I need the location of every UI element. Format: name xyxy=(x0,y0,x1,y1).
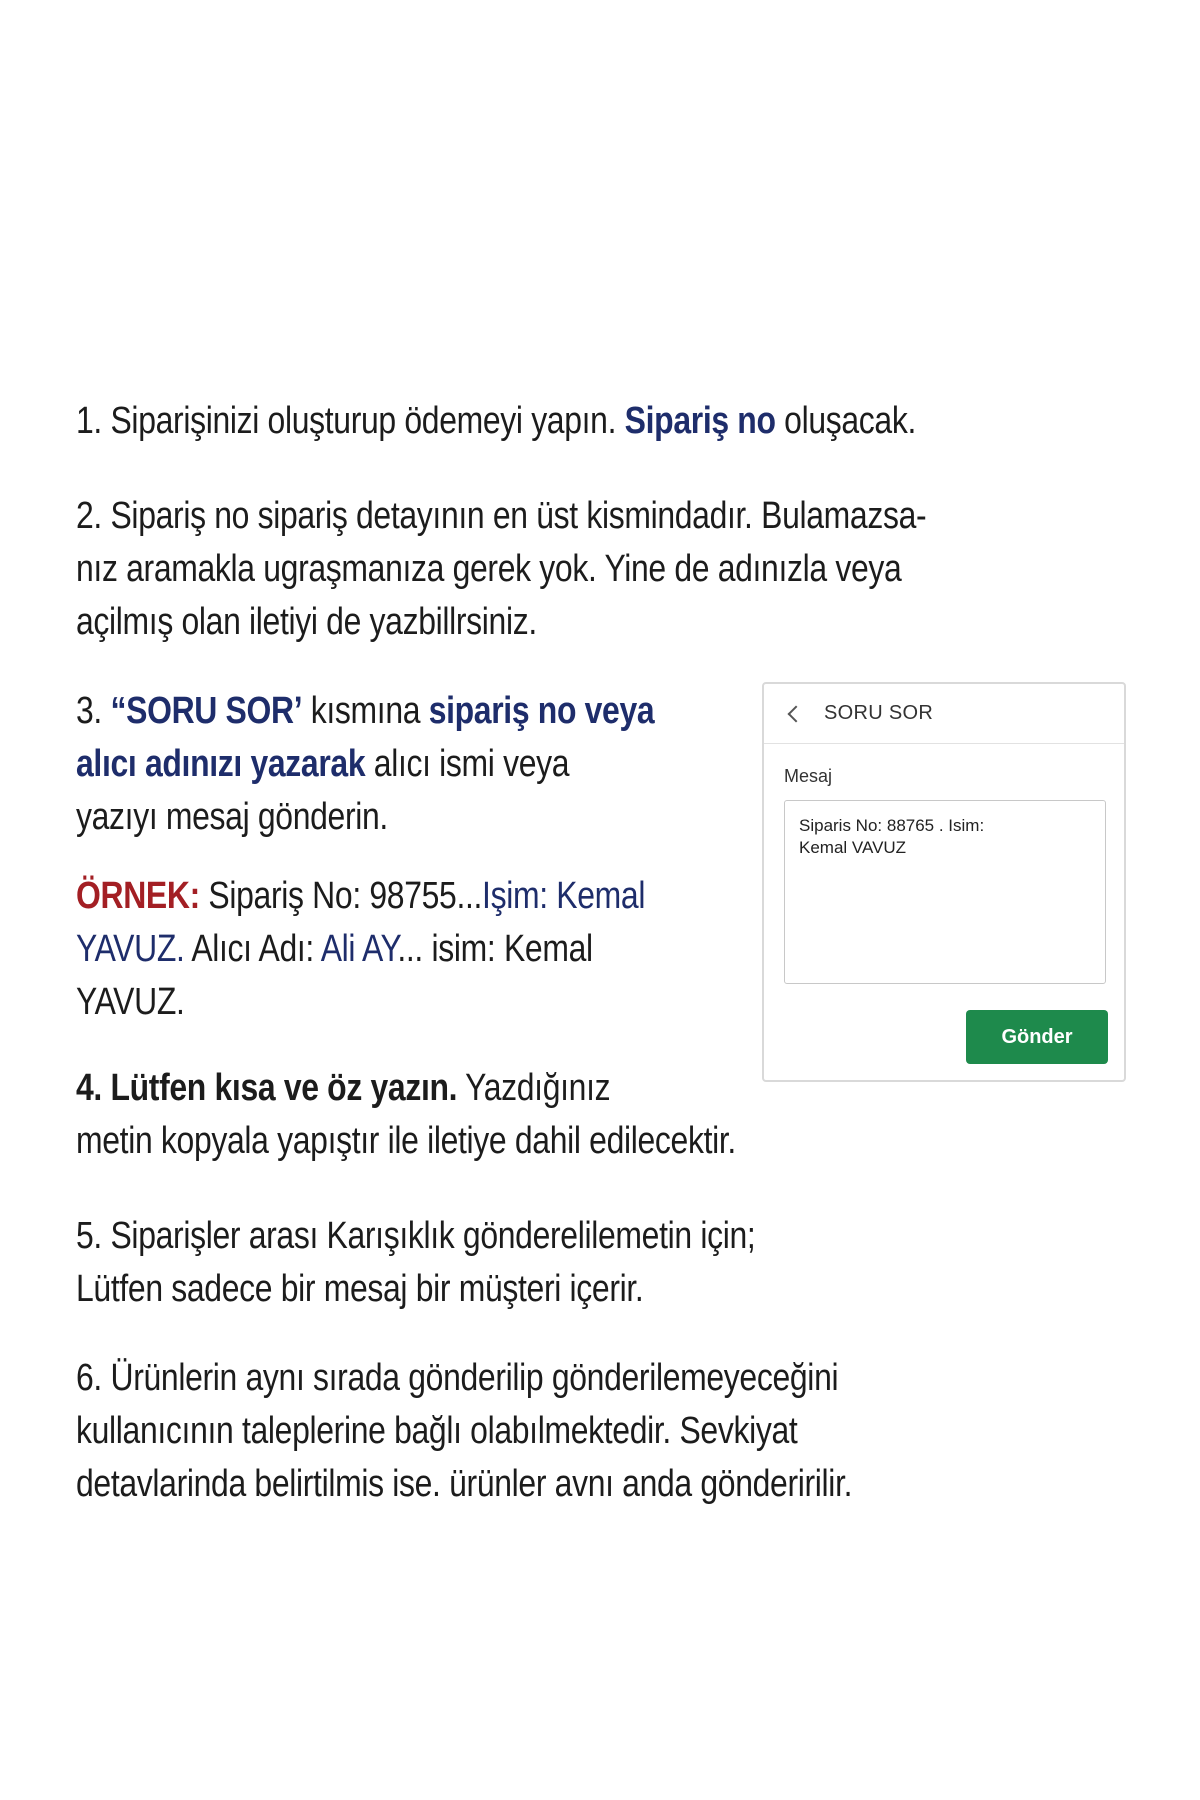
step-5-line-2: Lütfen sadece bir mesaj bir müşteri içerir. xyxy=(76,1268,644,1310)
step-4-line-2: metin kopyala yapıştır ile iletiye dahil edilecektir. xyxy=(76,1120,736,1162)
example-surname-1: YAVUZ. xyxy=(76,928,185,970)
widget-title: SORU SOR xyxy=(824,702,934,724)
step-3-text-2: alıcı ismi veya xyxy=(365,743,570,785)
step-4-bold: 4. Lütfen kısa ve öz yazın. xyxy=(76,1067,458,1109)
example-text-1: Sipariş No: 98755... xyxy=(199,875,483,917)
step-1-highlight: Sipariş no xyxy=(624,400,776,442)
send-button[interactable]: Gönder xyxy=(966,1010,1108,1064)
step-3-highlight-1: sipariş no veya xyxy=(428,690,655,732)
example-label: ÖRNEK: xyxy=(76,875,200,917)
step-2-line-2: nız aramakla ugraşmanıza gerek yok. Yine de adınızla veya xyxy=(76,548,902,590)
soru-sor-widget xyxy=(762,682,1126,1082)
step-3-text: kısmına xyxy=(302,690,429,732)
widget-header xyxy=(764,684,1124,744)
step-6-line-2: kullanıcının taleplerine bağlı olabılmektedir. Sevkiyat xyxy=(76,1410,798,1452)
example-text-2: Alıcı Adı: xyxy=(184,928,321,970)
chevron-left-icon[interactable] xyxy=(788,705,805,722)
example-block xyxy=(76,870,664,1029)
step-6-line-3: detavlarinda belirtilmis ise. ürünler avnı anda gönderirilir. xyxy=(76,1463,853,1505)
step-3-number: 3. xyxy=(76,690,111,732)
example-name-1: Işim: Kemal xyxy=(482,875,646,917)
step-1-text: 1. Siparişinizi oluşturup ödemeyi yapın. xyxy=(76,400,625,442)
step-1-tail: oluşacak. xyxy=(775,400,916,442)
step-3-highlight-2: alıcı adınızı yazarak xyxy=(76,743,366,785)
step-5-line-1: 5. Siparişler arası Karışıklık gönderelilemetin için; xyxy=(76,1215,756,1257)
example-name-2: Ali AY xyxy=(320,928,398,970)
example-text-3: ... isim: Kemal xyxy=(397,928,593,970)
step-3-line-3: yazıyı mesaj gönderin. xyxy=(76,796,388,838)
step-6-line-1: 6. Ürünlerin aynı sırada gönderilip gönderilemeyeceğini xyxy=(76,1357,839,1399)
step-2-line-1: 2. Sipariş no sipariş detayının en üst kismindadır. Bulamazsa- xyxy=(76,495,927,537)
example-line-3: YAVUZ. xyxy=(76,981,185,1023)
step-3-soru-sor: “SORU SOR’ xyxy=(110,690,303,732)
message-label: Mesaj xyxy=(784,766,833,786)
step-4-text: Yazdığınız xyxy=(457,1067,611,1109)
step-5 xyxy=(76,1210,1084,1316)
message-input[interactable]: Siparis No: 88765 . Isim: Kemal VAVUZ xyxy=(784,800,1106,984)
step-6 xyxy=(76,1352,1084,1511)
step-1 xyxy=(76,395,1176,448)
step-3 xyxy=(76,685,664,844)
step-2 xyxy=(76,490,1176,649)
step-2-line-3: açilmış olan iletiyi de yazbillrsiniz. xyxy=(76,601,537,643)
